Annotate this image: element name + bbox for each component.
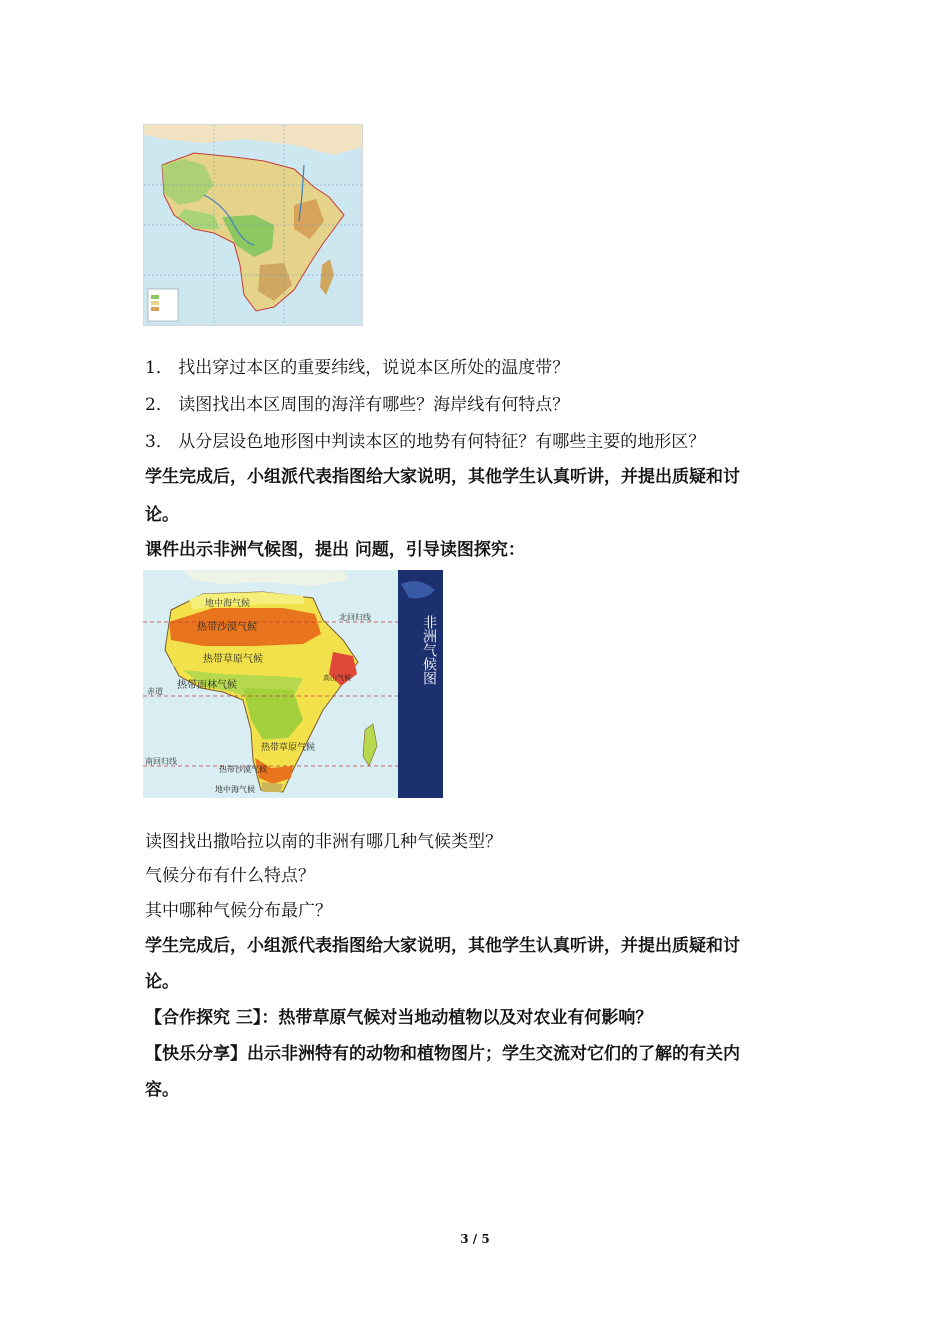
discussion-2-line1: 学生完成后，小组派代表指图给大家说明，其他学生认真听讲，并提出质疑和讨 [145, 936, 740, 956]
label-desert-north: 热带沙漠气候 [197, 622, 257, 633]
label-med-bottom: 地中海气候 [215, 785, 255, 794]
label-savanna-north: 热带草原气候 [203, 654, 263, 665]
label-tropic-south: 南回归线 [145, 757, 177, 766]
label-rainforest: 热带雨林气候 [177, 680, 237, 691]
label-equator: 赤道 [147, 687, 163, 696]
discussion-1-line2: 论。 [145, 505, 179, 525]
question-2: 2． 读图找出本区周围的海洋有哪些？海岸线有何特点？ [145, 395, 570, 415]
question-3: 3． 从分层设色地形图中判读本区的地势有何特征？有哪些主要的地形区？ [145, 432, 706, 452]
discussion-1-line1: 学生完成后，小组派代表指图给大家说明，其他学生认真听讲，并提出质疑和讨 [145, 467, 740, 487]
climate-map-title: 非洲气候图 [421, 615, 437, 685]
happy-share-line1: 【快乐分享】出示非洲特有的动物和植物图片；学生交流对它们的了解的有关内 [145, 1044, 740, 1064]
africa-physical-map-drawing [144, 125, 362, 325]
label-tropic-north: 北回归线 [339, 613, 371, 622]
question-1: 1． 找出穿过本区的重要纬线，说说本区所处的温度带？ [145, 358, 570, 378]
label-highland: 高山气候 [323, 674, 351, 682]
page-number: 3 / 5 [460, 1232, 490, 1246]
happy-share-line2: 容。 [145, 1080, 179, 1100]
climate-question-2: 气候分布有什么特点？ [145, 866, 315, 886]
courseware-intro: 课件出示非洲气候图，提出 问题，引导读图探究： [145, 540, 525, 560]
label-med-top: 地中海气候 [205, 599, 251, 609]
label-savanna-south: 热带草原气候 [261, 743, 316, 753]
africa-physical-map [143, 124, 363, 326]
label-desert-south: 热带沙漠气候 [219, 765, 267, 774]
africa-climate-map-drawing [143, 570, 443, 798]
africa-climate-map [143, 570, 443, 798]
climate-question-1: 读图找出撒哈拉以南的非洲有哪几种气候类型？ [145, 832, 502, 852]
coop-explore: 【合作探究 三】：热带草原气候对当地动植物以及对农业有何影响？ [145, 1008, 653, 1028]
discussion-2-line2: 论。 [145, 972, 179, 992]
climate-question-3: 其中哪种气候分布最广？ [145, 901, 332, 921]
